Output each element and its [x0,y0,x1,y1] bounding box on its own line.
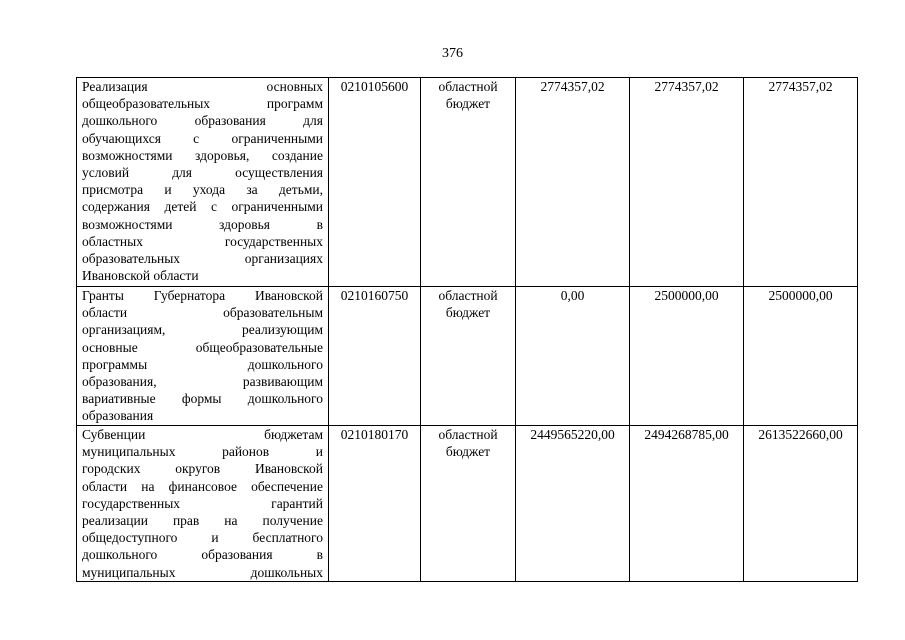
row-name-line: образовательных организациях [82,251,323,267]
row-name-line: условий для осуществления [82,165,323,181]
row-code-cell: 0210160750 [329,287,421,426]
row-name-line: организациям, реализующим [82,322,323,338]
row-name-line: основные общеобразовательные [82,339,323,355]
row-name-line: государственных гарантий [82,495,323,511]
budget-table [76,77,858,582]
row-value-3-cell: 2613522660,00 [744,426,858,582]
row-source-cell: областной бюджет [421,78,516,287]
row-value-1-cell: 2774357,02 [516,78,630,287]
row-name-cell [77,287,329,426]
row-name-line: дошкольного образования в [82,547,323,563]
row-value-3-cell: 2774357,02 [744,78,858,287]
row-name-line: Гранты Губернатора Ивановской [82,288,323,303]
table-row [77,78,858,287]
row-name-line: реализации прав на получение [82,513,323,529]
row-name-line: области образовательным [82,305,323,321]
row-name-line: вариативные формы дошкольного [82,391,323,407]
table-row [77,287,858,426]
row-name-line: Ивановской области [82,268,199,284]
row-value-2-cell: 2494268785,00 [630,426,744,582]
row-code-cell: 0210180170 [329,426,421,582]
row-name-line: обучающихся с ограниченными [82,130,323,146]
row-name-line: общедоступного и бесплатного [82,530,323,546]
row-name-line: Субвенции бюджетам [82,427,323,442]
row-name-line: присмотра и ухода за детьми, [82,182,323,198]
row-value-1-cell: 0,00 [516,287,630,426]
row-value-1-cell: 2449565220,00 [516,426,630,582]
row-name-line: муниципальных районов и [82,444,323,460]
page-number: 376 [442,46,463,61]
row-name-line: области на финансовое обеспечение [82,478,323,494]
row-name-cell [77,426,329,582]
row-name-line: Реализация основных [82,79,323,94]
row-name-line: городских округов Ивановской [82,461,323,477]
row-name-cell [77,78,329,287]
row-name-line: образования, развивающим [82,374,323,390]
row-name-line: содержания детей с ограниченными [82,199,323,215]
row-source-cell: областной бюджет [421,426,516,582]
table-row [77,426,858,582]
row-name-line: программы дошкольного [82,356,323,372]
row-code-cell: 0210105600 [329,78,421,287]
row-name-line: областных государственных [82,233,323,249]
row-source-cell: областной бюджет [421,287,516,426]
row-name-line: общеобразовательных программ [82,96,323,112]
row-name-line: возможностями здоровья, создание [82,147,323,163]
row-name-line: образования [82,408,154,424]
row-name-line: дошкольного образования для [82,113,323,129]
row-name-line: возможностями здоровья в [82,216,323,232]
row-name-line: муниципальных дошкольных [82,564,323,580]
row-value-3-cell: 2500000,00 [744,287,858,426]
row-value-2-cell: 2500000,00 [630,287,744,426]
row-value-2-cell: 2774357,02 [630,78,744,287]
